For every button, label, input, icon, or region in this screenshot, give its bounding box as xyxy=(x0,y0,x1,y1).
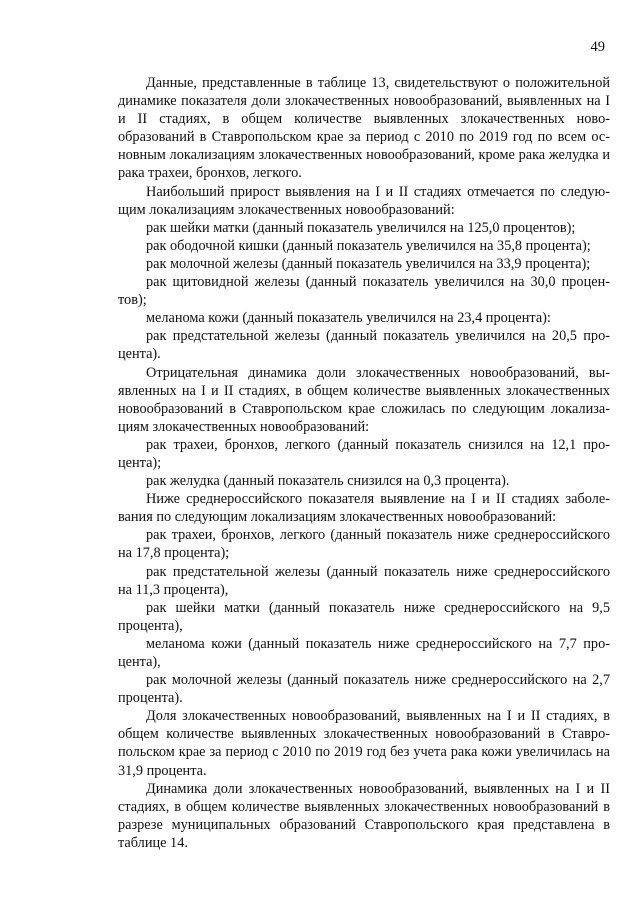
body-text xyxy=(118,74,610,852)
paragraph: Наибольший прирост выявления на I и II стадиях отмечается по следующим локализациям злокачественных новообразований: xyxy=(118,183,610,218)
paragraph: Отрицательная динамика доли злокачественных новообразований, выявленных на I и II стадиях, в общем количестве выявленных злокачественных новообразований в Ставропольском крае сложилась по следующим локализациям злокачественных новообразований: xyxy=(118,364,610,435)
list-item: рак шейки матки (данный показатель ниже среднероссийского на 9,5 процента), xyxy=(118,599,610,634)
list-item: рак трахеи, бронхов, легкого (данный показатель ниже среднероссийского на 17,8 процента); xyxy=(118,527,610,562)
list-item: рак трахеи, бронхов, легкого (данный показатель снизился на 12,1 процента); xyxy=(118,436,610,471)
list-item: рак предстательной железы (данный показатель увеличился на 20,5 процента). xyxy=(118,328,610,363)
paragraph: Динамика доли злокачественных новообразований, выявленных на I и II стадиях, в общем количестве выявленных злокачественных новообразований в разрезе муниципальных образований Ставропольского края представлена в таблице 14. xyxy=(118,780,610,851)
paragraph: Доля злокачественных новообразований, выявленных на I и II стадиях, в общем количестве выявленных злокачественных новообразований в Ставропольском крае за период с 2010 по 2019 год без учета рака кожи увеличилась на 31,9 процента. xyxy=(118,708,610,779)
paragraph: Ниже среднероссийского показателя выявление на I и II стадиях заболевания по следующим локализациям злокачественных новообразований: xyxy=(118,491,610,526)
list-item: рак молочной железы (данный показатель увеличился на 33,9 процента); xyxy=(146,255,591,272)
list-item: рак шейки матки (данный показатель увеличился на 125,0 процентов); xyxy=(146,219,576,236)
list-item: рак щитовидной железы (данный показатель увеличился на 30,0 процентов); xyxy=(118,274,610,309)
list-item: рак предстательной железы (данный показатель ниже среднероссийского на 11,3 процента), xyxy=(118,563,610,598)
list-item: рак желудка (данный показатель снизился на 0,3 процента). xyxy=(146,473,510,490)
paragraph: Данные, представленные в таблице 13, свидетельствуют о положительной динамике показателя доли злокачественных новообразований, выявленных на I и II стадиях, в общем количестве выявленных злокачественных новообразований в Ставропольском крае за период с 2010 по 2019 год по всем основным локализациям злокачественных новообразований, кроме рака желудка и рака трахеи, бронхов, легкого. xyxy=(118,75,610,182)
list-item: меланома кожи (данный показатель ниже среднероссийского на 7,7 процента), xyxy=(118,635,610,670)
page-number: 49 xyxy=(590,39,605,55)
list-item: меланома кожи (данный показатель увеличился на 23,4 процента): xyxy=(146,310,551,327)
list-item: рак ободочной кишки (данный показатель увеличился на 35,8 процента); xyxy=(146,237,591,254)
list-item: рак молочной железы (данный показатель ниже среднероссийского на 2,7 процента). xyxy=(118,672,610,707)
